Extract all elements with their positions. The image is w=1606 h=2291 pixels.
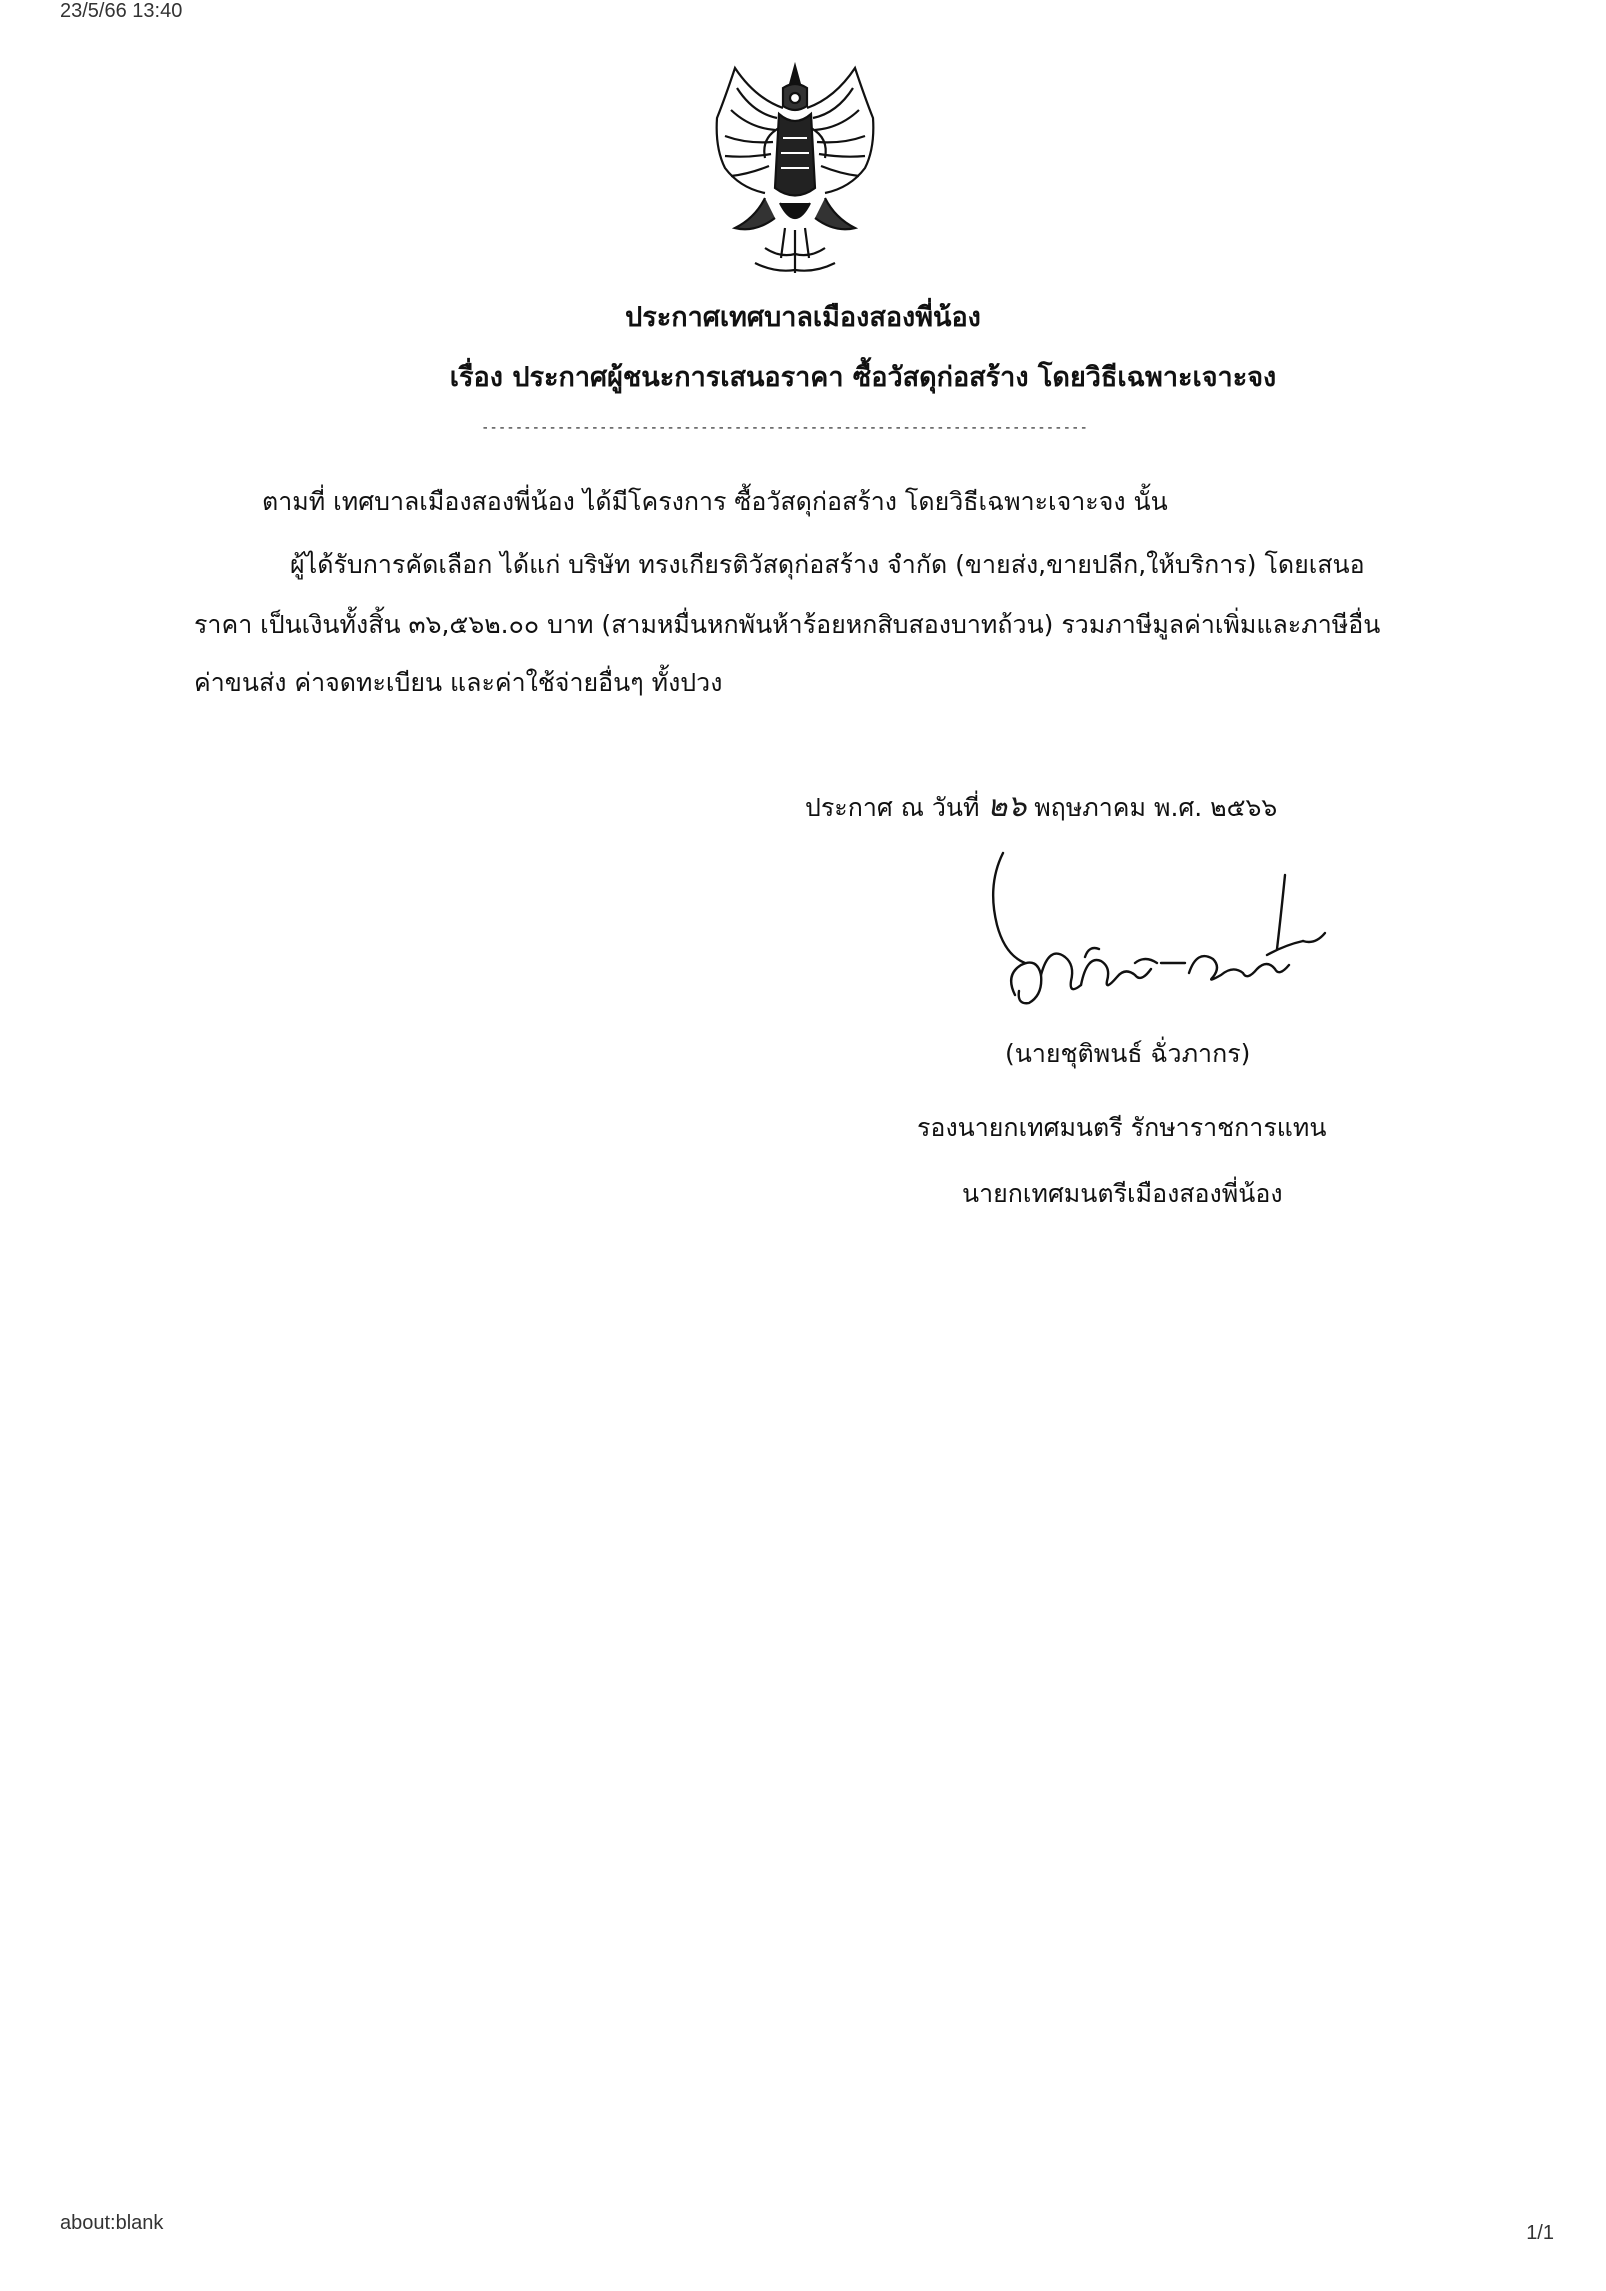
announcement-date xyxy=(805,783,1277,830)
garuda-emblem-icon xyxy=(695,58,895,288)
date-prefix: ประกาศ ณ วันที่ xyxy=(805,793,988,822)
print-page-counter: 1/1 xyxy=(1526,2222,1554,2244)
body-paragraph-line-3: ราคา เป็นเงินทั้งสิ้น ๓๖,๕๖๒.๐๐ บาท (สามหมื่นหกพันห้าร้อยหกสิบสองบาทถ้วน) รวมภาษีมูลค่าเพิ่มและภาษีอื่น xyxy=(194,610,1381,639)
announcement-title: ประกาศเทศบาลเมืองสองพี่น้อง xyxy=(625,302,981,333)
print-url: about:blank xyxy=(60,2212,164,2234)
signatory-position-1: รองนายกเทศมนตรี รักษาราชการแทน xyxy=(917,1113,1327,1142)
date-suffix: พฤษภาคม พ.ศ. ๒๕๖๖ xyxy=(1026,793,1278,822)
handwritten-signature-icon xyxy=(985,845,1355,1015)
date-day: ๒๖ xyxy=(987,789,1027,824)
body-paragraph-line-2: ผู้ได้รับการคัดเลือก ได้แก่ บริษัท ทรงเกียรติวัสดุก่อสร้าง จำกัด (ขายส่ง,ขายปลีก,ให้บริการ) โดยเสนอ xyxy=(290,550,1365,579)
signatory-name: (นายชุติพนธ์ ฉั่วภากร) xyxy=(1005,1039,1251,1068)
body-paragraph-line-4: ค่าขนส่ง ค่าจดทะเบียน และค่าใช้จ่ายอื่นๆ ทั้งปวง xyxy=(194,668,723,697)
print-timestamp: 23/5/66 13:40 xyxy=(60,0,183,22)
body-paragraph-line-1: ตามที่ เทศบาลเมืองสองพี่น้อง ได้มีโครงการ ซื้อวัสดุก่อสร้าง โดยวิธีเฉพาะเจาะจง นั้น xyxy=(262,487,1168,516)
signatory-position-2: นายกเทศมนตรีเมืองสองพี่น้อง xyxy=(962,1179,1283,1208)
announcement-subject: เรื่อง ประกาศผู้ชนะการเสนอราคา ซื้อวัสดุก่อสร้าง โดยวิธีเฉพาะเจาะจง xyxy=(449,362,1277,393)
divider-line: ------------------------------------------------------------------------ xyxy=(481,420,1088,436)
